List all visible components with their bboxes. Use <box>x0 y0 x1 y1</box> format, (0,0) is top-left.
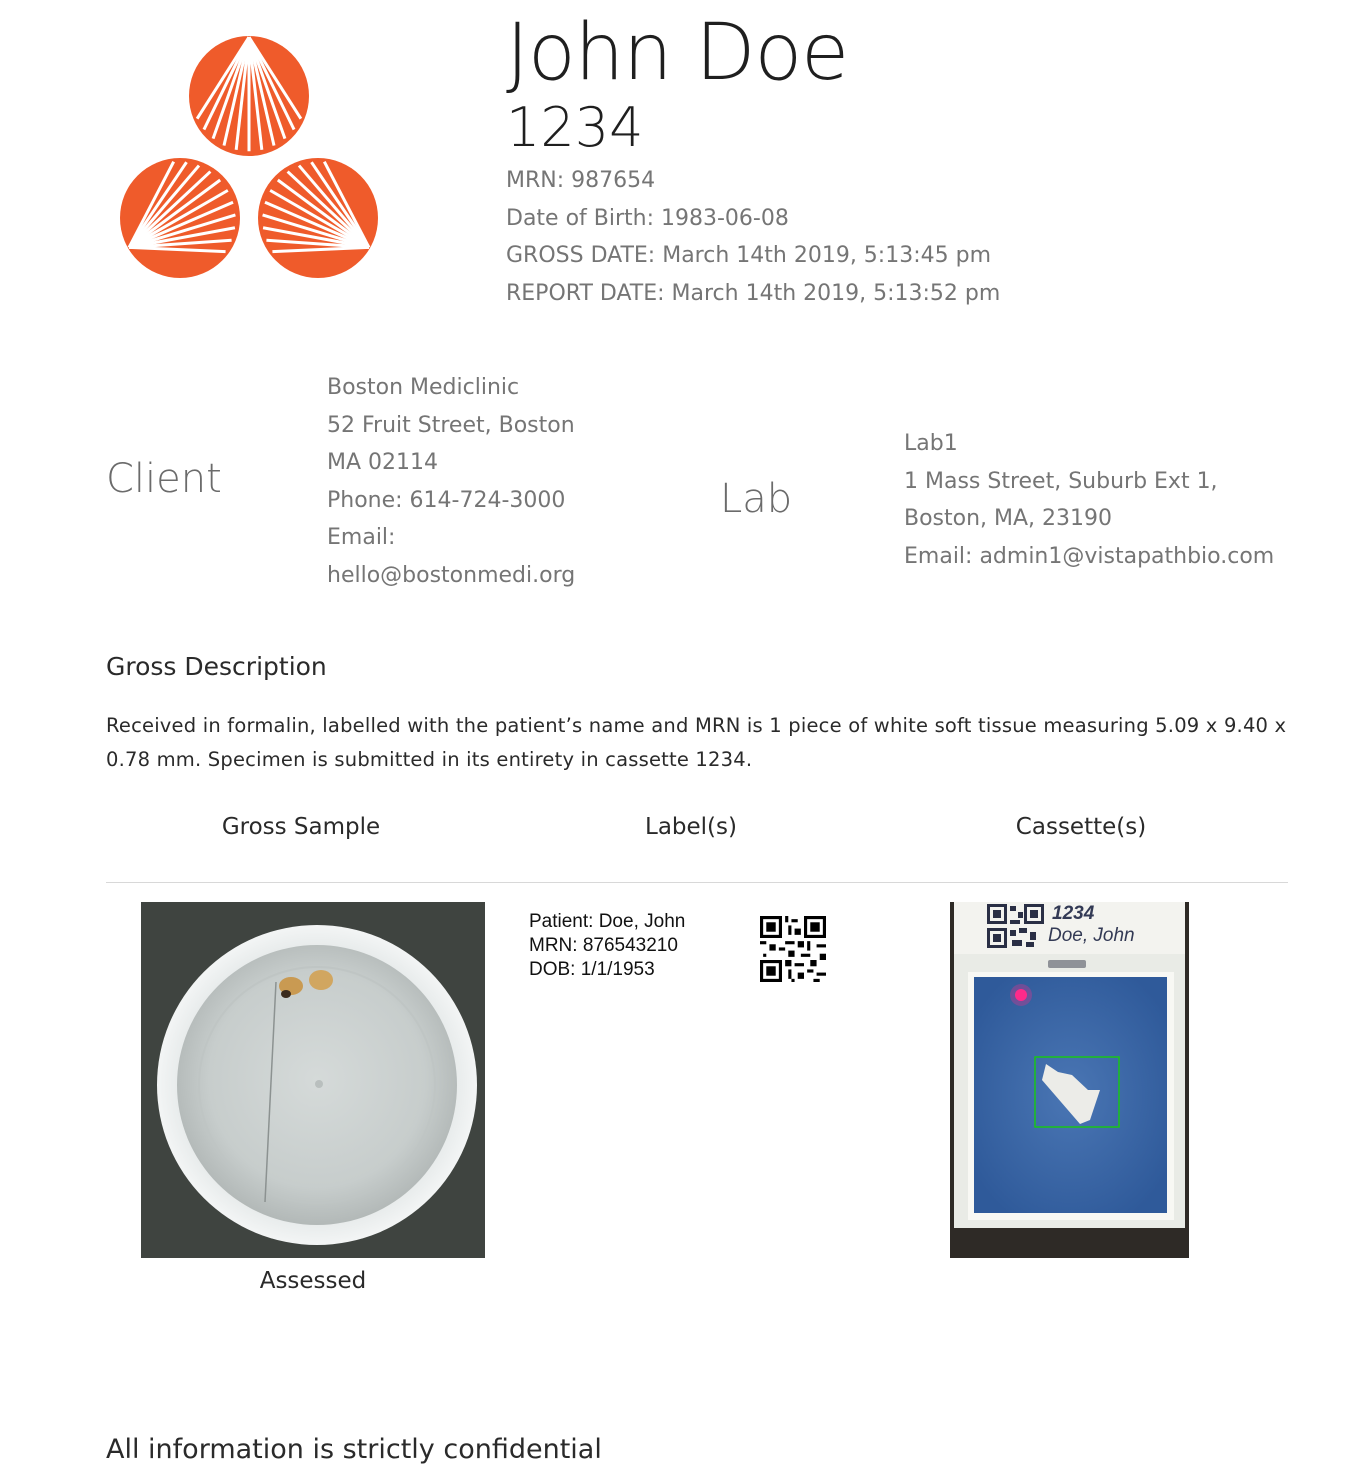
client-title: Client <box>106 456 222 502</box>
cassette-image[interactable] <box>950 902 1189 1258</box>
patient-meta <box>506 162 1000 312</box>
label-line: MRN: 876543210 <box>529 935 678 956</box>
cassettes-heading: Cassette(s) <box>1015 814 1147 840</box>
divider <box>106 882 1288 883</box>
qr-code-icon <box>760 916 826 982</box>
patient-name: John Doe <box>506 8 849 98</box>
report-date: REPORT DATE: March 14th 2019, 5:13:52 pm <box>506 280 1001 306</box>
client-line: MA 02114 <box>327 450 439 475</box>
lab-line: Lab1 <box>904 431 958 456</box>
lab-logo <box>110 28 390 290</box>
confidentiality-note: All information is strictly confidential <box>106 1434 602 1465</box>
gross-sample-caption: Assessed <box>259 1268 367 1294</box>
client-line: Email: <box>327 525 396 550</box>
client-line: Phone: 614-724-3000 <box>327 487 566 513</box>
lab-title: Lab <box>720 476 793 522</box>
cassette-id: 1234 <box>1052 903 1095 924</box>
lab-line: Email: admin1@vistapathbio.com <box>904 543 1275 569</box>
lab-address <box>904 425 1344 575</box>
mrn: MRN: 987654 <box>506 168 656 193</box>
case-id: 1234 <box>506 96 644 159</box>
label-line: Patient: Doe, John <box>529 911 686 932</box>
date-of-birth: Date of Birth: 1983-06-08 <box>506 205 789 231</box>
gross-description-text: Received in formalin, labelled with the patient’s name and MRN is 1 piece of white soft tissue measuring 5.09 x 9.40 x 0.78 mm. Specimen is submitted in its entirety in cassette 1234. <box>106 714 1287 771</box>
lab-line: 1 Mass Street, Suburb Ext 1, <box>904 468 1218 494</box>
client-line: 52 Fruit Street, Boston <box>327 412 575 438</box>
labels-heading: Label(s) <box>645 814 737 840</box>
client-line: hello@bostonmedi.org <box>327 562 576 588</box>
gross-sample-heading: Gross Sample <box>221 814 381 840</box>
label-line: DOB: 1/1/1953 <box>529 959 655 980</box>
cassette-patient-name: Doe, John <box>1048 925 1135 946</box>
client-address <box>327 369 627 594</box>
lab-line: Boston, MA, 23190 <box>904 506 1113 531</box>
specimen-label[interactable] <box>520 904 850 990</box>
client-line: Boston Mediclinic <box>327 375 520 400</box>
gross-description-heading: Gross Description <box>106 652 327 681</box>
label-text <box>529 910 685 982</box>
gross-sample-image[interactable] <box>141 902 485 1258</box>
gross-date: GROSS DATE: March 14th 2019, 5:13:45 pm <box>506 243 991 268</box>
